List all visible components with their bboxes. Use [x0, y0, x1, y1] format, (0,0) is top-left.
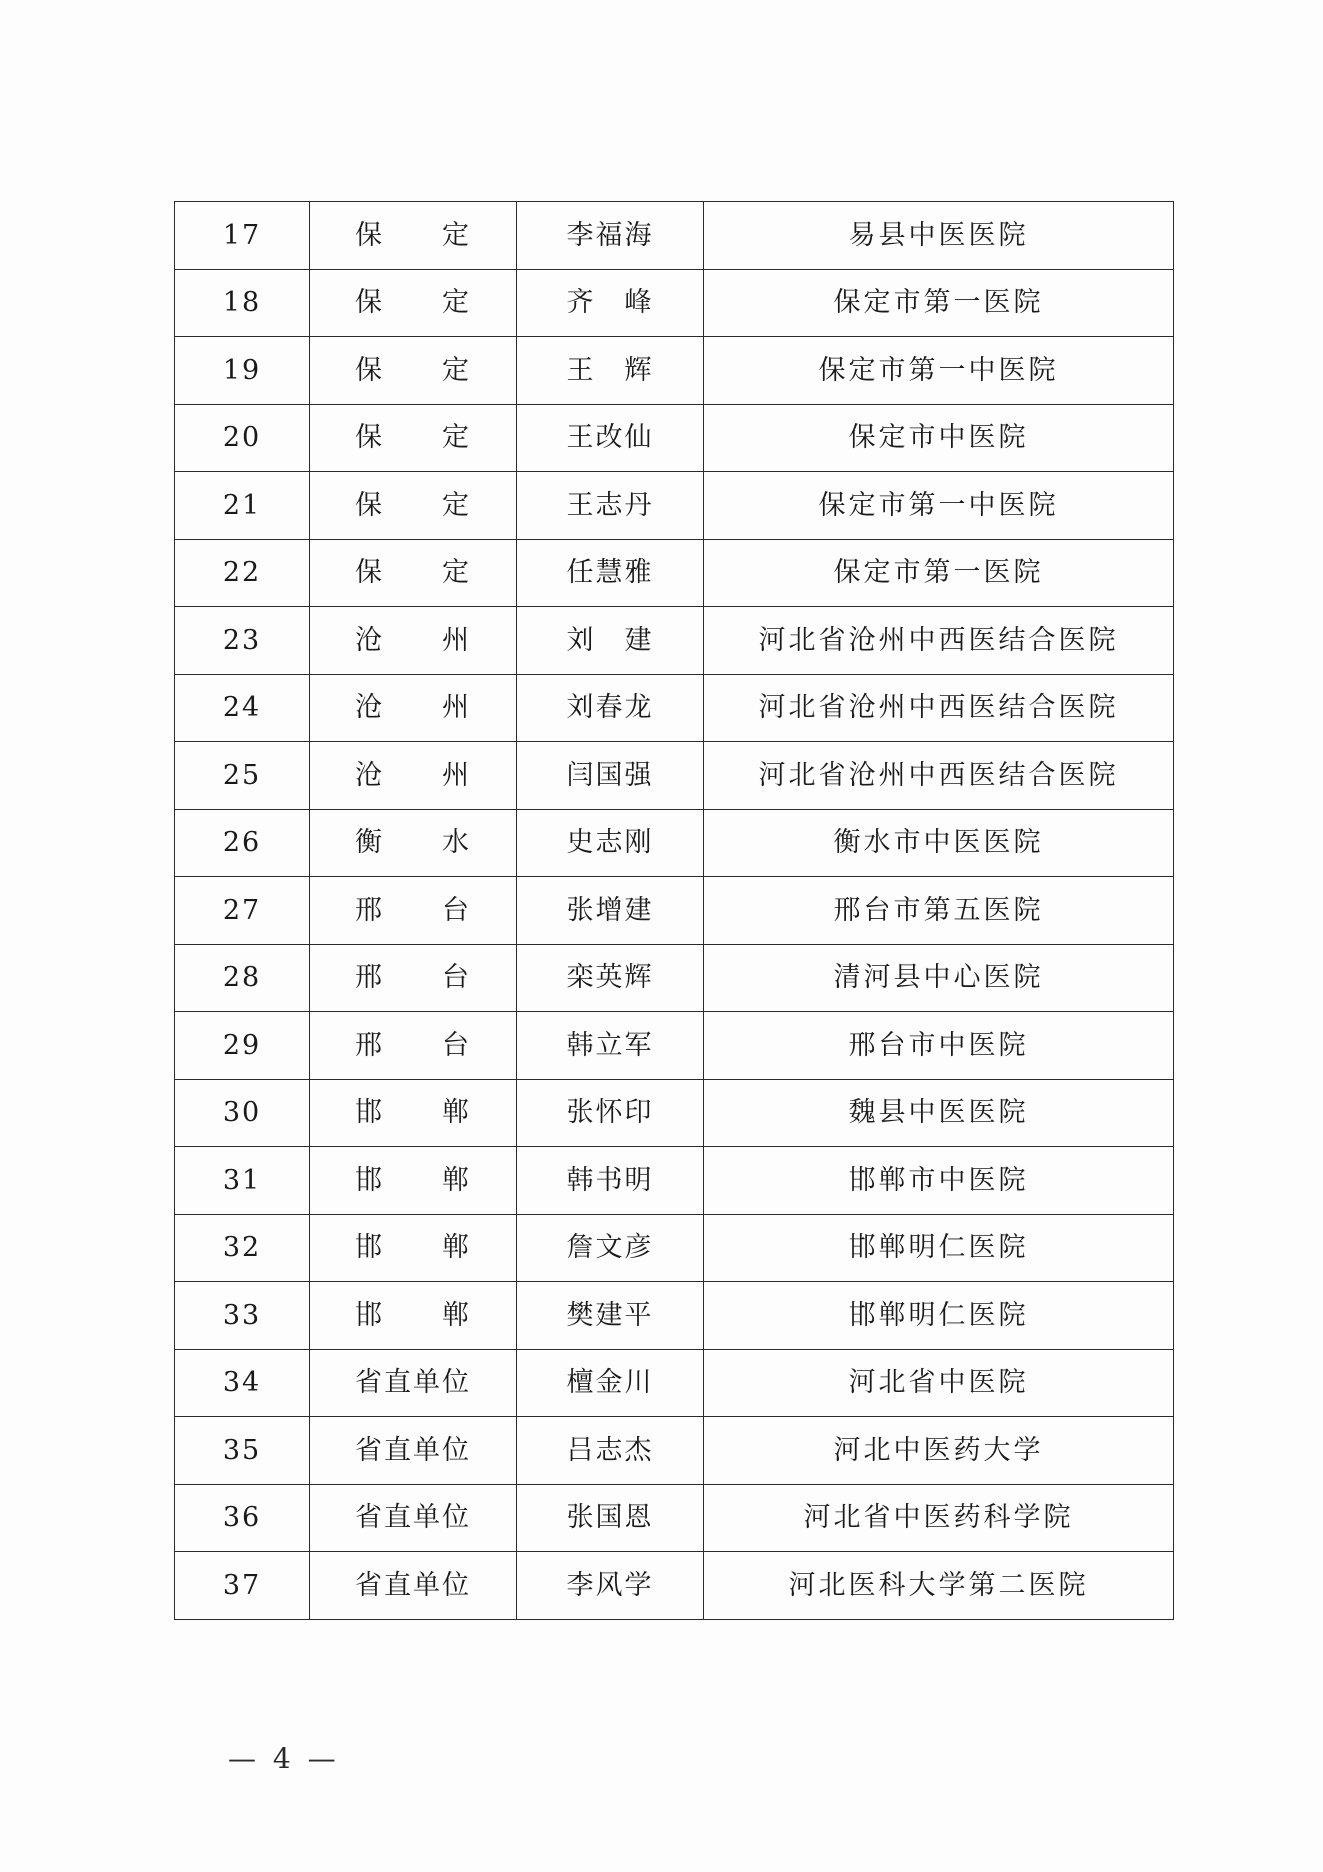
name-cell: 张增建 [517, 877, 704, 945]
name-cell: 闫国强 [517, 742, 704, 810]
name-cell: 刘 建 [517, 607, 704, 675]
table-row [175, 1349, 1174, 1417]
name-cell: 詹文彦 [517, 1214, 704, 1282]
table-row [175, 1484, 1174, 1552]
region-cell: 保 定 [310, 269, 517, 337]
institution-cell: 邢台市第五医院 [704, 877, 1174, 945]
row-number-cell: 34 [175, 1349, 310, 1417]
row-number-cell: 23 [175, 607, 310, 675]
region-cell: 保 定 [310, 539, 517, 607]
region-cell: 邢 台 [310, 877, 517, 945]
region-cell: 沧 州 [310, 742, 517, 810]
institution-cell: 清河县中心医院 [704, 944, 1174, 1012]
name-cell: 史志刚 [517, 809, 704, 877]
institution-cell: 邢台市中医院 [704, 1012, 1174, 1080]
table-row [175, 472, 1174, 540]
institution-cell: 保定市第一医院 [704, 269, 1174, 337]
row-number-cell: 17 [175, 202, 310, 270]
table-row [175, 877, 1174, 945]
name-cell: 吕志杰 [517, 1417, 704, 1485]
table-row [175, 607, 1174, 675]
institution-cell: 河北省中医院 [704, 1349, 1174, 1417]
page-number: — 4 — [228, 1742, 340, 1775]
table-row [175, 1079, 1174, 1147]
name-cell: 栾英辉 [517, 944, 704, 1012]
row-number-cell: 25 [175, 742, 310, 810]
table-row [175, 742, 1174, 810]
institution-cell: 保定市第一中医院 [704, 472, 1174, 540]
row-number-cell: 21 [175, 472, 310, 540]
row-number-cell: 30 [175, 1079, 310, 1147]
table-row [175, 539, 1174, 607]
roster-table-body [175, 202, 1174, 1620]
region-cell: 保 定 [310, 202, 517, 270]
table-row [175, 674, 1174, 742]
row-number-cell: 37 [175, 1552, 310, 1620]
table-row [175, 269, 1174, 337]
name-cell: 王改仙 [517, 404, 704, 472]
region-cell: 邯 郸 [310, 1282, 517, 1350]
name-cell: 张怀印 [517, 1079, 704, 1147]
region-cell: 邯 郸 [310, 1214, 517, 1282]
name-cell: 任慧雅 [517, 539, 704, 607]
table-row [175, 1417, 1174, 1485]
name-cell: 刘春龙 [517, 674, 704, 742]
row-number-cell: 19 [175, 337, 310, 405]
institution-cell: 邯郸市中医院 [704, 1147, 1174, 1215]
row-number-cell: 22 [175, 539, 310, 607]
institution-cell: 邯郸明仁医院 [704, 1282, 1174, 1350]
row-number-cell: 20 [175, 404, 310, 472]
row-number-cell: 26 [175, 809, 310, 877]
table-row [175, 1147, 1174, 1215]
region-cell: 沧 州 [310, 674, 517, 742]
row-number-cell: 27 [175, 877, 310, 945]
row-number-cell: 28 [175, 944, 310, 1012]
table-row [175, 202, 1174, 270]
region-cell: 邢 台 [310, 944, 517, 1012]
row-number-cell: 36 [175, 1484, 310, 1552]
region-cell: 邢 台 [310, 1012, 517, 1080]
table-row [175, 1552, 1174, 1620]
institution-cell: 河北省中医药科学院 [704, 1484, 1174, 1552]
row-number-cell: 33 [175, 1282, 310, 1350]
region-cell: 邯 郸 [310, 1147, 517, 1215]
name-cell: 韩立军 [517, 1012, 704, 1080]
institution-cell: 邯郸明仁医院 [704, 1214, 1174, 1282]
table-row [175, 404, 1174, 472]
table-row [175, 1214, 1174, 1282]
row-number-cell: 24 [175, 674, 310, 742]
table-row [175, 944, 1174, 1012]
institution-cell: 保定市中医院 [704, 404, 1174, 472]
institution-cell: 河北中医药大学 [704, 1417, 1174, 1485]
name-cell: 王 辉 [517, 337, 704, 405]
table-row [175, 1282, 1174, 1350]
name-cell: 齐 峰 [517, 269, 704, 337]
institution-cell: 易县中医医院 [704, 202, 1174, 270]
row-number-cell: 35 [175, 1417, 310, 1485]
institution-cell: 保定市第一医院 [704, 539, 1174, 607]
region-cell: 省直单位 [310, 1417, 517, 1485]
name-cell: 张国恩 [517, 1484, 704, 1552]
institution-cell: 保定市第一中医院 [704, 337, 1174, 405]
name-cell: 王志丹 [517, 472, 704, 540]
region-cell: 保 定 [310, 404, 517, 472]
name-cell: 檀金川 [517, 1349, 704, 1417]
row-number-cell: 29 [175, 1012, 310, 1080]
institution-cell: 河北医科大学第二医院 [704, 1552, 1174, 1620]
table-row [175, 809, 1174, 877]
region-cell: 省直单位 [310, 1349, 517, 1417]
table-row [175, 1012, 1174, 1080]
institution-cell: 河北省沧州中西医结合医院 [704, 607, 1174, 675]
roster-table [174, 201, 1174, 1620]
region-cell: 邯 郸 [310, 1079, 517, 1147]
name-cell: 李风学 [517, 1552, 704, 1620]
name-cell: 樊建平 [517, 1282, 704, 1350]
region-cell: 保 定 [310, 337, 517, 405]
name-cell: 韩书明 [517, 1147, 704, 1215]
region-cell: 省直单位 [310, 1484, 517, 1552]
institution-cell: 河北省沧州中西医结合医院 [704, 742, 1174, 810]
region-cell: 衡 水 [310, 809, 517, 877]
region-cell: 保 定 [310, 472, 517, 540]
row-number-cell: 32 [175, 1214, 310, 1282]
region-cell: 省直单位 [310, 1552, 517, 1620]
institution-cell: 魏县中医医院 [704, 1079, 1174, 1147]
row-number-cell: 31 [175, 1147, 310, 1215]
institution-cell: 河北省沧州中西医结合医院 [704, 674, 1174, 742]
table-row [175, 337, 1174, 405]
row-number-cell: 18 [175, 269, 310, 337]
name-cell: 李福海 [517, 202, 704, 270]
institution-cell: 衡水市中医医院 [704, 809, 1174, 877]
region-cell: 沧 州 [310, 607, 517, 675]
